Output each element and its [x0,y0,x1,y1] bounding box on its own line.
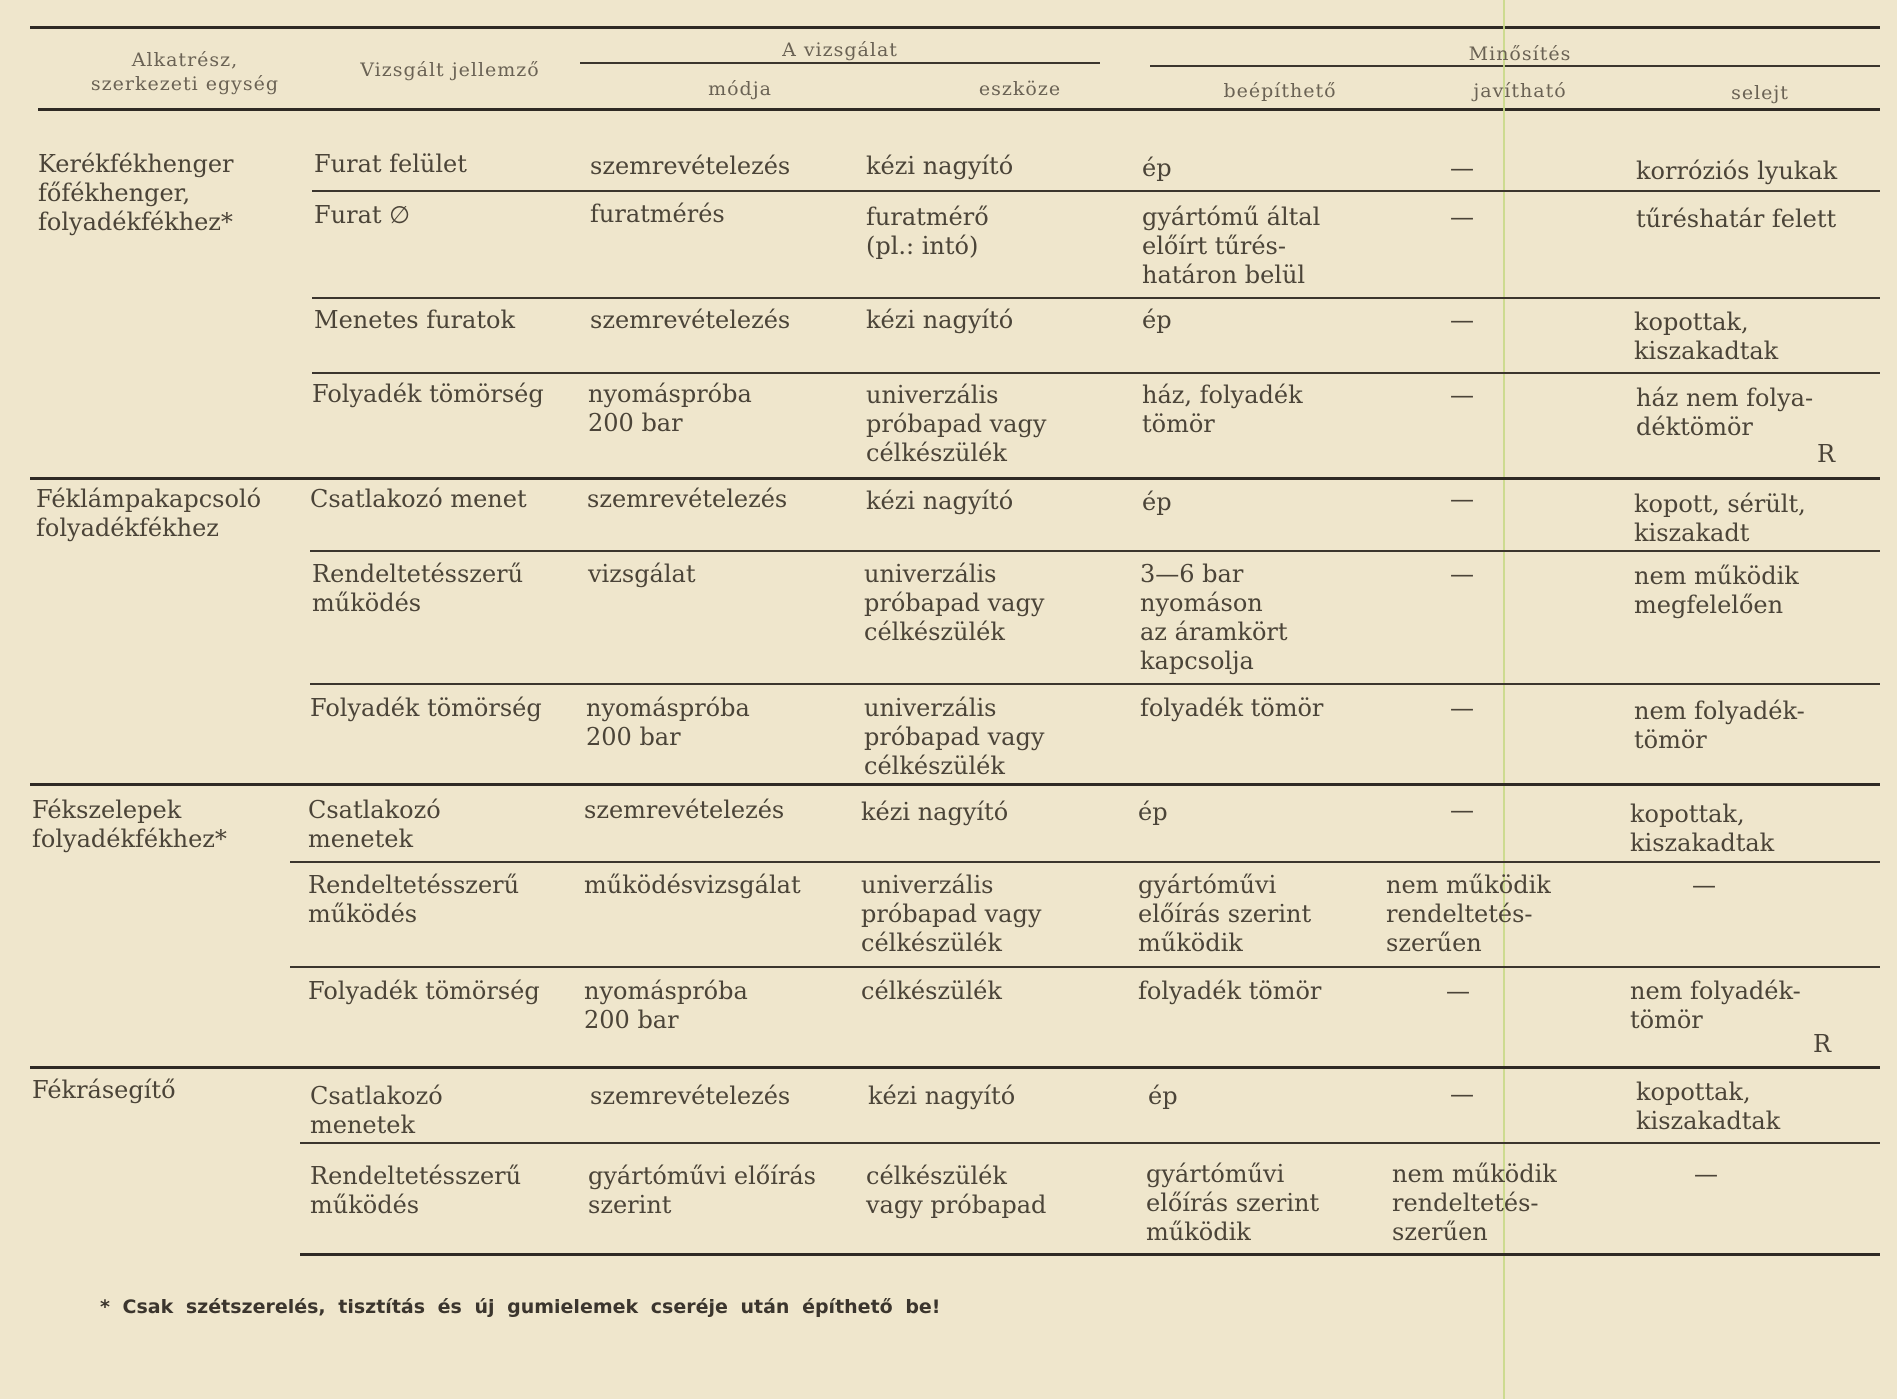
tool-cell: furatmérő (pl.: intó) [866,203,989,260]
header-repairable: javítható [1473,80,1567,102]
header-tool: eszköze [978,78,1062,100]
characteristic-cell: Csatlakozó menet [310,485,527,513]
row-separator [312,372,1880,374]
header-installable: beépíthető [1223,80,1337,102]
r-mark: R [1817,440,1836,468]
tool-cell: kézi nagyító [861,798,1009,826]
method-cell: működésvizsgálat [584,871,801,899]
component-cell: Fékszelepek folyadékfékhez* [32,796,227,853]
header-exam-group: A vizsgálat [782,39,898,61]
method-cell: nyomáspróba 200 bar [586,694,750,751]
installable-cell: ház, folyadék tömör [1142,381,1303,438]
scrap-cell: tűréshatár felett [1636,205,1837,233]
tool-cell: univerzális próbapad vagy célkészülék [866,381,1047,467]
row-separator [312,190,1880,192]
scrap-cell: kopottak, kiszakadtak [1630,800,1775,857]
characteristic-cell: Rendeltetésszerű működés [308,871,520,928]
component-cell: Féklámpakapcsoló folyadékfékhez [36,485,262,542]
tool-cell: célkészülék [861,977,1002,1005]
method-cell: furatmérés [590,200,725,228]
top-rule [30,26,1880,29]
repairable-cell: — [1450,485,1474,513]
footnote: * Csak szétszerelés, tisztítás és új gumielemek cseréje után építhető be! [100,1296,941,1318]
method-cell: szemrevételezés [590,152,791,180]
scrap-cell: korróziós lyukak [1636,157,1838,185]
scrap-cell: nem folyadék- tömör [1634,697,1805,754]
row-separator [300,1142,1880,1144]
installable-cell: gyártómű által előírt tűrés- határon belül [1142,203,1321,289]
row-separator [312,297,1880,299]
repairable-cell: — [1446,977,1470,1005]
repairable-cell: — [1450,306,1474,334]
row-separator [310,550,1880,552]
r-mark: R [1813,1030,1832,1058]
installable-cell: ép [1142,488,1172,516]
repairable-cell: — [1450,154,1474,182]
characteristic-cell: Csatlakozó menetek [310,1082,443,1139]
characteristic-cell: Rendeltetésszerű működés [310,1162,522,1219]
characteristic-cell: Folyadék tömörség [308,977,540,1005]
method-cell: vizsgálat [588,560,696,588]
characteristic-cell: Folyadék tömörség [310,694,542,722]
tool-cell: univerzális próbapad vagy célkészülék [864,560,1045,646]
installable-cell: ép [1148,1082,1178,1110]
characteristic-cell: Menetes furatok [314,306,515,334]
repairable-cell: — [1450,560,1474,588]
installable-cell: gyártóművi előírás szerint működik [1138,871,1312,957]
group-separator [30,1066,1880,1069]
component-cell: Fékrásegítő [32,1076,176,1104]
method-cell: szemrevételezés [584,796,785,824]
repairable-cell: nem működik rendeltetés- szerűen [1392,1160,1557,1246]
tool-cell: kézi nagyító [866,152,1014,180]
repairable-cell: — [1450,1080,1474,1108]
installable-cell: folyadék tömör [1140,694,1324,722]
installable-cell: folyadék tömör [1138,977,1322,1005]
header-component: Alkatrész, szerkezeti egység [90,49,280,95]
tool-cell: célkészülék vagy próbapad [866,1162,1047,1219]
repairable-cell: nem működik rendeltetés- szerűen [1386,871,1551,957]
scrap-cell: nem működik megfelelően [1634,562,1799,619]
repairable-cell: — [1450,694,1474,722]
group-separator [30,477,1880,480]
scrap-cell: kopott, sérült, kiszakadt [1634,490,1806,547]
installable-cell: ép [1142,154,1172,182]
header-method: módja [708,78,772,100]
component-cell: Kerékfékhenger főfékhenger, folyadékfékhez* [38,150,234,236]
row-separator [290,966,1880,968]
characteristic-cell: Furat ∅ [314,201,411,229]
header-bottom-rule [38,108,1880,111]
installable-cell: 3—6 bar nyomáson az áramkört kapcsolja [1140,560,1288,675]
characteristic-cell: Csatlakozó menetek [308,796,441,853]
installable-cell: gyártóművi előírás szerint működik [1146,1160,1320,1246]
header-scrap: selejt [1731,82,1789,104]
scrap-cell: nem folyadék- tömör [1630,977,1801,1034]
group-separator [30,783,1880,786]
method-cell: szemrevételezés [587,485,788,513]
characteristic-cell: Folyadék tömörség [312,380,544,408]
scrap-cell: ház nem folya- déktömör [1636,384,1814,441]
repairable-cell: — [1450,796,1474,824]
characteristic-cell: Furat felület [314,150,467,178]
method-cell: szemrevételezés [590,1082,791,1110]
scrap-cell: — [1694,1160,1718,1188]
exam-group-rule [580,62,1100,64]
method-cell: nyomáspróba 200 bar [588,380,752,437]
scrap-cell: kopottak, kiszakadtak [1634,308,1779,365]
tool-cell: kézi nagyító [866,306,1014,334]
installable-cell: ép [1138,798,1168,826]
installable-cell: ép [1142,306,1172,334]
scrap-cell: — [1692,871,1716,899]
scrap-cell: kopottak, kiszakadtak [1636,1078,1781,1135]
tool-cell: kézi nagyító [868,1082,1016,1110]
repairable-cell: — [1450,203,1474,231]
method-cell: gyártóművi előírás szerint [588,1162,816,1219]
table-bottom-rule [300,1253,1880,1256]
tool-cell: univerzális próbapad vagy célkészülék [861,871,1042,957]
row-separator [310,683,1880,685]
repairable-cell: — [1450,381,1474,409]
method-cell: szemrevételezés [590,306,791,334]
header-characteristic: Vizsgált jellemző [360,59,540,81]
method-cell: nyomáspróba 200 bar [584,977,748,1034]
row-separator [290,861,1880,863]
header-qual-group: Minősítés [1468,43,1572,65]
tool-cell: kézi nagyító [866,487,1014,515]
characteristic-cell: Rendeltetésszerű működés [312,560,524,617]
tool-cell: univerzális próbapad vagy célkészülék [864,694,1045,780]
